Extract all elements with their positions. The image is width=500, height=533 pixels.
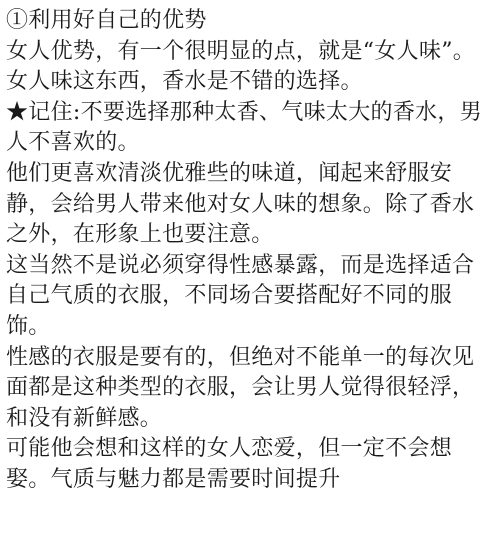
paragraph-light-fragrance: 他们更喜欢清淡优雅些的味道，闻起来舒服安静，会给男人带来他对女人味的想象。除了香水之外，在形象上也要注意。 bbox=[6, 160, 475, 248]
article-body bbox=[6, 6, 494, 496]
paragraph-remember-note: ★记住:不要选择那种太香、气味太大的香水，男人不喜欢的。 bbox=[6, 99, 483, 156]
section-heading: ①利用好自己的优势 bbox=[6, 8, 207, 33]
paragraph-sexy-clothes: 性感的衣服是要有的，但绝对不能单一的每次见面都是这种类型的衣服，会让男人觉得很轻浮，和没有新鲜感。 bbox=[6, 344, 475, 431]
paragraph-feminine-charm: 女人优势，有一个很明显的点，就是“女人味”。女人味这东西，香水是不错的选择。 bbox=[6, 38, 476, 95]
paragraph-clothing-choice: 这当然不是说必须穿得性感暴露，而是选择适合自己气质的衣服，不同场合要搭配好不同的服饰。 bbox=[6, 252, 475, 339]
paragraph-marriage: 可能他会想和这样的女人恋爱，但一定不会想娶。气质与魅力都是需要时间提升 bbox=[6, 436, 453, 492]
